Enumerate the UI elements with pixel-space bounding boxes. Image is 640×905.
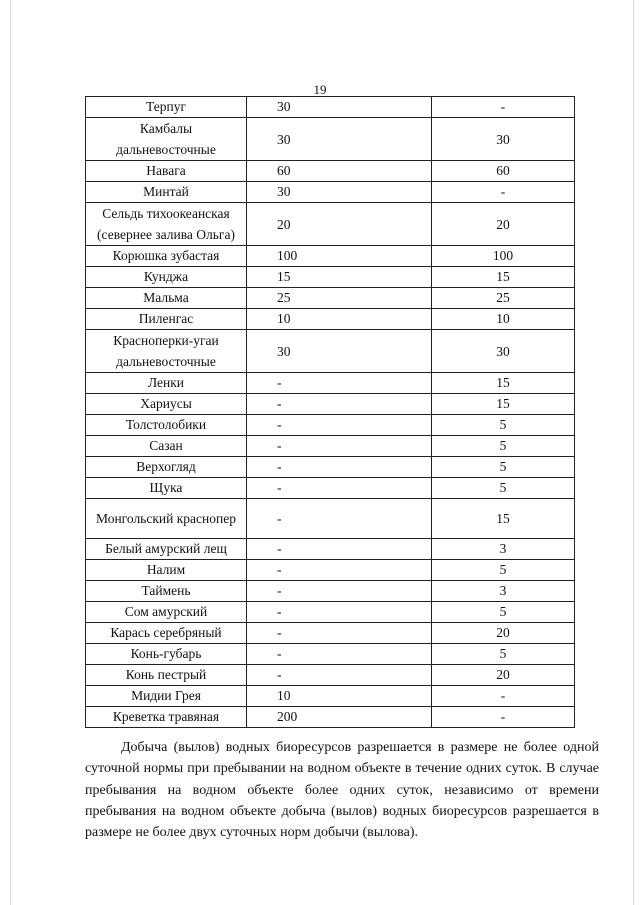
table-row <box>86 415 575 436</box>
value-cell-3: 10 <box>432 309 575 330</box>
table-row <box>86 623 575 644</box>
species-cell: Белый амурский лещ <box>86 539 247 560</box>
species-cell: Терпуг <box>86 97 247 118</box>
value-cell-3: 5 <box>432 478 575 499</box>
value-cell-3: 5 <box>432 560 575 581</box>
species-cell: Сельдь тихоокеанская (севернее залива Ольга) <box>86 203 247 246</box>
value-cell-2: 30 <box>247 97 432 118</box>
species-cell: Пиленгас <box>86 309 247 330</box>
value-cell-3: 5 <box>432 415 575 436</box>
value-cell-3: - <box>432 686 575 707</box>
species-cell: Кунджа <box>86 267 247 288</box>
species-cell: Толстолобики <box>86 415 247 436</box>
value-cell-2: 30 <box>247 118 432 161</box>
table-row <box>86 203 575 246</box>
table-row <box>86 581 575 602</box>
species-cell: Хариусы <box>86 394 247 415</box>
value-cell-2: 30 <box>247 330 432 373</box>
value-cell-3: 60 <box>432 161 575 182</box>
species-cell: Минтай <box>86 182 247 203</box>
table-row <box>86 373 575 394</box>
value-cell-3: 15 <box>432 394 575 415</box>
value-cell-3: 30 <box>432 118 575 161</box>
table-row <box>86 665 575 686</box>
species-cell: Креветка травяная <box>86 707 247 728</box>
value-cell-3: 25 <box>432 288 575 309</box>
table-row <box>86 457 575 478</box>
value-cell-3: 5 <box>432 644 575 665</box>
value-cell-2: 10 <box>247 309 432 330</box>
value-cell-2: 30 <box>247 182 432 203</box>
value-cell-3: 5 <box>432 457 575 478</box>
table-row <box>86 707 575 728</box>
table-row <box>86 436 575 457</box>
value-cell-3: 15 <box>432 373 575 394</box>
species-cell: Конь пестрый <box>86 665 247 686</box>
table-row <box>86 644 575 665</box>
species-cell: Мальма <box>86 288 247 309</box>
table-row <box>86 182 575 203</box>
page-edge-left <box>10 0 11 905</box>
species-cell: Монгольский краснопер <box>86 499 247 539</box>
value-cell-2: - <box>247 539 432 560</box>
value-cell-2: 10 <box>247 686 432 707</box>
table-row <box>86 478 575 499</box>
value-cell-2: 100 <box>247 246 432 267</box>
table-row <box>86 394 575 415</box>
page-number: 19 <box>313 82 327 97</box>
value-cell-3: 15 <box>432 267 575 288</box>
species-cell: Камбалы дальневосточные <box>86 118 247 161</box>
table-row <box>86 499 575 539</box>
species-cell: Карась серебряный <box>86 623 247 644</box>
value-cell-2: - <box>247 644 432 665</box>
species-cell: Щука <box>86 478 247 499</box>
value-cell-2: - <box>247 478 432 499</box>
table-row <box>86 560 575 581</box>
value-cell-3: 100 <box>432 246 575 267</box>
table-row <box>86 539 575 560</box>
value-cell-3: 20 <box>432 623 575 644</box>
value-cell-2: - <box>247 602 432 623</box>
value-cell-3: 20 <box>432 203 575 246</box>
table-row <box>86 602 575 623</box>
value-cell-3: 20 <box>432 665 575 686</box>
value-cell-3: 5 <box>432 436 575 457</box>
value-cell-2: - <box>247 436 432 457</box>
value-cell-2: 200 <box>247 707 432 728</box>
rules-paragraph: Добыча (вылов) водных биоресурсов разрешается в размере не более одной суточной нормы при пребывании на водном объекте в течение одних суток. В случае пребывания на водном объекте более одних суток, независимо от времени пребывания на водном объекте добыча (вылов) водных биоресурсов разрешается в размере не более двух суточных норм добычи (вылова). <box>85 740 599 841</box>
table-body <box>86 97 575 728</box>
table-row <box>86 246 575 267</box>
value-cell-2: - <box>247 560 432 581</box>
value-cell-2: - <box>247 415 432 436</box>
value-cell-2: - <box>247 499 432 539</box>
table-row <box>86 288 575 309</box>
value-cell-2: - <box>247 623 432 644</box>
table-row <box>86 97 575 118</box>
species-cell: Ленки <box>86 373 247 394</box>
species-cell: Таймень <box>86 581 247 602</box>
value-cell-3: - <box>432 182 575 203</box>
species-cell: Конь-губарь <box>86 644 247 665</box>
value-cell-2: 20 <box>247 203 432 246</box>
value-cell-2: - <box>247 581 432 602</box>
table-row <box>86 309 575 330</box>
value-cell-2: - <box>247 457 432 478</box>
value-cell-3: 3 <box>432 539 575 560</box>
value-cell-3: - <box>432 707 575 728</box>
value-cell-3: 5 <box>432 602 575 623</box>
value-cell-2: 60 <box>247 161 432 182</box>
species-cell: Навага <box>86 161 247 182</box>
table-row <box>86 118 575 161</box>
value-cell-2: - <box>247 373 432 394</box>
species-cell: Красноперки-угаи дальневосточные <box>86 330 247 373</box>
value-cell-2: - <box>247 394 432 415</box>
value-cell-2: 15 <box>247 267 432 288</box>
value-cell-3: 3 <box>432 581 575 602</box>
species-cell: Корюшка зубастая <box>86 246 247 267</box>
page-edge-right <box>633 0 634 905</box>
species-cell: Верхогляд <box>86 457 247 478</box>
value-cell-2: - <box>247 665 432 686</box>
species-cell: Сазан <box>86 436 247 457</box>
species-cell: Налим <box>86 560 247 581</box>
species-cell: Мидии Грея <box>86 686 247 707</box>
value-cell-2: 25 <box>247 288 432 309</box>
value-cell-3: 15 <box>432 499 575 539</box>
value-cell-3: - <box>432 97 575 118</box>
table-row <box>86 686 575 707</box>
catch-limits-table <box>85 96 575 728</box>
value-cell-3: 30 <box>432 330 575 373</box>
table-row <box>86 330 575 373</box>
species-cell: Сом амурский <box>86 602 247 623</box>
table-row <box>86 267 575 288</box>
table-row <box>86 161 575 182</box>
